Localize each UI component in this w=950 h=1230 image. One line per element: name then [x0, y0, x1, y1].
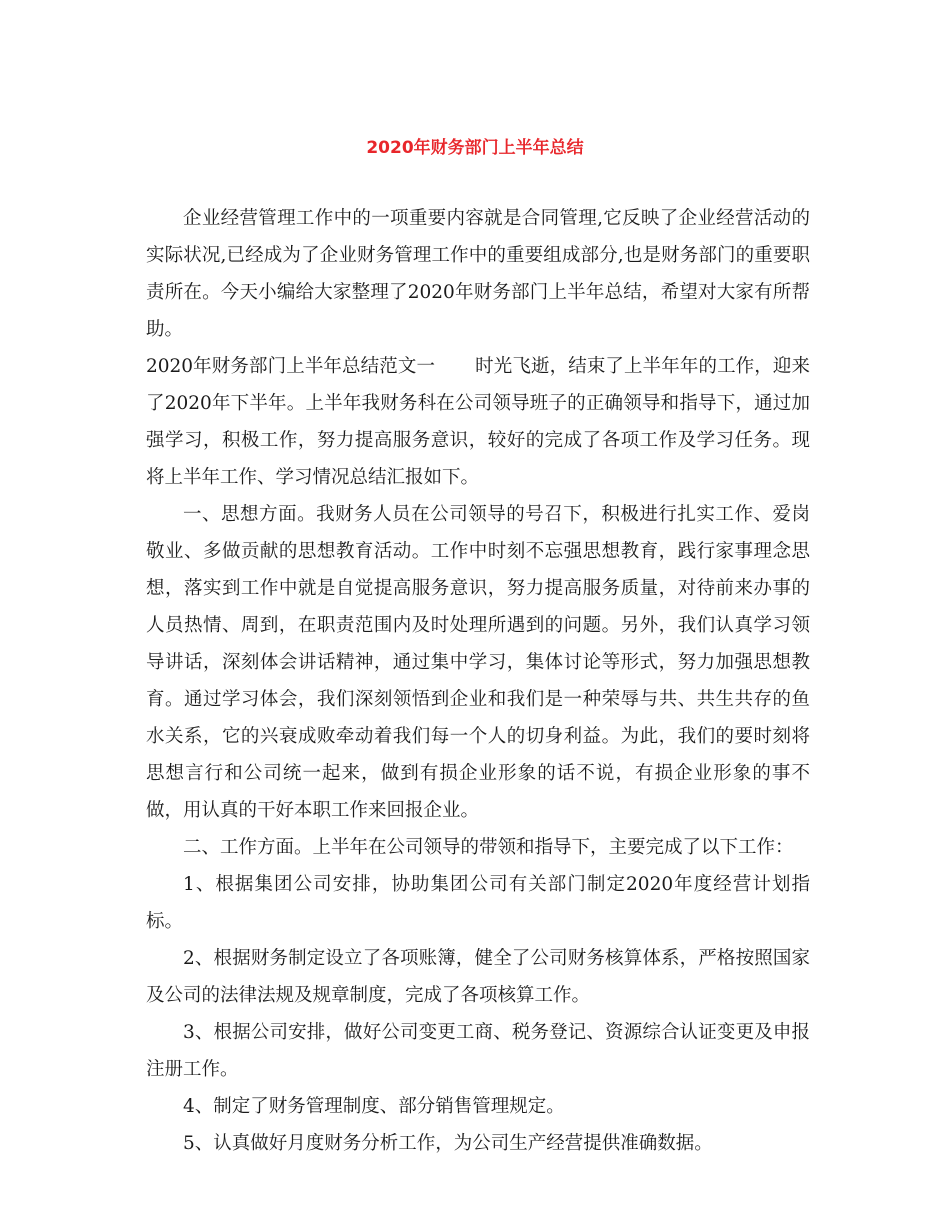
paragraph-sample-one [146, 348, 810, 496]
list-item-2: 2、根据财务制定设立了各项账簿，健全了公司财务核算体系，严格按照国家及公司的法律法规及规章制度，完成了各项核算工作。 [146, 948, 810, 1006]
list-item-4: 4、制定了财务管理制度、部分销售管理规定。 [183, 1096, 565, 1117]
sample-text: 时光飞逝，结束了上半年年的工作，迎来了2020年下半年。上半年我财务科在公司领导班子的正确领导和指导下，通过加强学习，积极工作，努力提高服务意识，较好的完成了各项工作及学习任务。现将上半年工作、学习情况总结汇报如下。 [146, 356, 810, 488]
document-title: 2020年财务部门上半年总结 [366, 138, 584, 158]
paragraph-intro: 企业经营管理工作中的一项重要内容就是合同管理,它反映了企业经营活动的实际状况,已经成为了企业财务管理工作中的重要组成部分,也是财务部门的重要职责所在。今天小编给大家整理了2020年财务部门上半年总结，希望对大家有所帮助。 [146, 208, 810, 340]
document-body [146, 200, 810, 1162]
list-item-5: 5、认真做好月度财务分析工作，为公司生产经营提供准确数据。 [183, 1133, 713, 1154]
paragraph-ideology: 一、思想方面。我财务人员在公司领导的号召下，积极进行扎实工作、爱岗敬业、多做贡献的思想教育活动。工作中时刻不忘强思想教育，践行家事理念思想，落实到工作中就是自觉提高服务意识，努力提高服务质量，对待前来办事的人员热情、周到，在职责范围内及时处理所遇到的问题。另外，我们认真学习领导讲话，深刻体会讲话精神，通过集中学习，集体讨论等形式，努力加强思想教育。通过学习体会，我们深刻领悟到企业和我们是一种荣辱与共、共生共存的鱼水关系，它的兴衰成败牵动着我们每一个人的切身利益。为此，我们的要时刻将思想言行和公司统一起来，做到有损企业形象的话不说，有损企业形象的事不做，用认真的干好本职工作来回报企业。 [146, 504, 810, 821]
sample-heading: 2020年财务部门上半年总结范文一 [146, 356, 436, 377]
list-item-1: 1、根据集团公司安排，协助集团公司有关部门制定2020年度经营计划指标。 [146, 874, 810, 932]
list-item-3: 3、根据公司安排，做好公司变更工商、税务登记、资源综合认证变更及申报注册工作。 [146, 1022, 810, 1080]
paragraph-work-intro: 二、工作方面。上半年在公司领导的带领和指导下，主要完成了以下工作： [183, 837, 794, 858]
